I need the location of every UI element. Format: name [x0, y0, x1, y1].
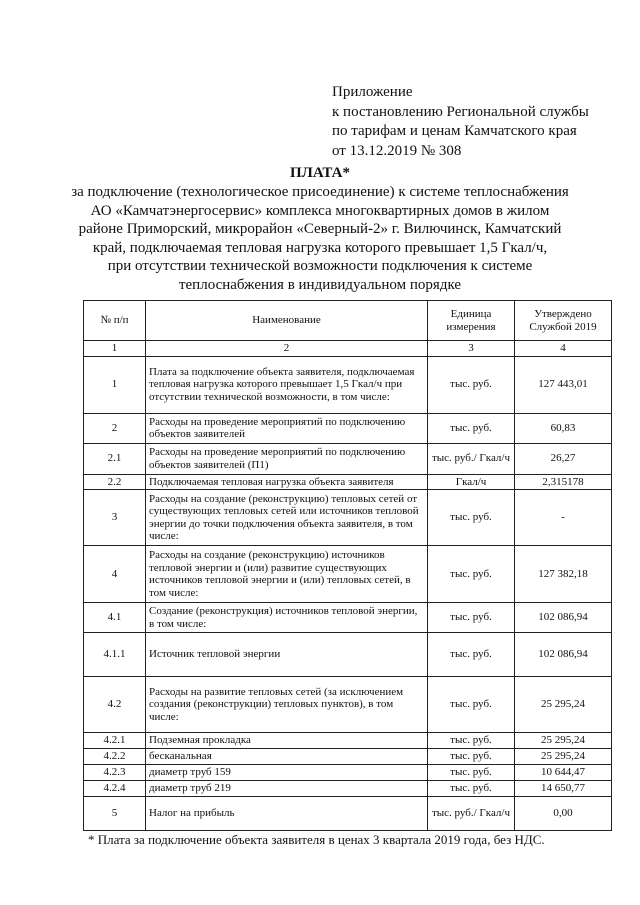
row-unit: тыс. руб.	[428, 765, 515, 781]
column-number: 2	[146, 341, 428, 357]
row-name: Подключаемая тепловая нагрузка объекта заявителя	[146, 474, 428, 490]
row-num: 4.2.2	[84, 749, 146, 765]
row-num: 4.1.1	[84, 633, 146, 677]
row-value: 26,27	[515, 443, 612, 474]
row-unit: Гкал/ч	[428, 474, 515, 490]
row-unit: тыс. руб.	[428, 490, 515, 546]
row-name: диаметр труб 159	[146, 765, 428, 781]
table-row	[84, 474, 612, 490]
row-num: 2	[84, 413, 146, 443]
row-num: 5	[84, 797, 146, 831]
column-number: 1	[84, 341, 146, 357]
row-name: Расходы на создание (реконструкцию) источников тепловой энергии и (или) развитие существующих источников тепловой энергии и (или) тепловых сетей, в том числе:	[146, 546, 428, 603]
row-name: Расходы на проведение мероприятий по подключению объектов заявителей (П1)	[146, 443, 428, 474]
table-row	[84, 443, 612, 474]
fee-table	[83, 300, 612, 831]
row-value: 102 086,94	[515, 603, 612, 633]
row-name: диаметр труб 219	[146, 781, 428, 797]
row-name: Источник тепловой энергии	[146, 633, 428, 677]
header-name: Наименование	[146, 301, 428, 341]
table-row	[84, 765, 612, 781]
table-row	[84, 413, 612, 443]
row-unit: тыс. руб./ Гкал/ч	[428, 797, 515, 831]
column-number: 3	[428, 341, 515, 357]
row-value: 127 443,01	[515, 356, 612, 413]
row-value: 25 295,24	[515, 749, 612, 765]
table-row	[84, 677, 612, 733]
row-value: 0,00	[515, 797, 612, 831]
row-name: Расходы на проведение мероприятий по подключению объектов заявителей	[146, 413, 428, 443]
table-row	[84, 797, 612, 831]
row-unit: тыс. руб.	[428, 546, 515, 603]
table-row	[84, 781, 612, 797]
row-name: Создание (реконструкция) источников тепловой энергии, в том числе:	[146, 603, 428, 633]
row-value: -	[515, 490, 612, 546]
document-subtitle	[10, 183, 630, 295]
row-num: 4.2	[84, 677, 146, 733]
header-unit: Единица измерения	[428, 301, 515, 341]
row-unit: тыс. руб./ Гкал/ч	[428, 443, 515, 474]
subtitle-line: при отсутствии технической возможности подключения к системе	[107, 258, 533, 275]
row-num: 4	[84, 546, 146, 603]
row-num: 4.1	[84, 603, 146, 633]
row-name: Расходы на создание (реконструкцию) тепловых сетей от существующих тепловых сетей или источников тепловой энергии до точки подключения объекта заявителя, в том числе:	[146, 490, 428, 546]
row-num: 4.2.1	[84, 733, 146, 749]
table-row	[84, 546, 612, 603]
row-value: 127 382,18	[515, 546, 612, 603]
document-title: ПЛАТА*	[290, 165, 350, 181]
row-num: 1	[84, 356, 146, 413]
row-value: 2,315178	[515, 474, 612, 490]
row-name: Расходы на развитие тепловых сетей (за исключением создания (реконструкции) тепловых пунктов), в том числе:	[146, 677, 428, 733]
row-value: 14 650,77	[515, 781, 612, 797]
row-unit: тыс. руб.	[428, 356, 515, 413]
table-row	[84, 633, 612, 677]
header-value: Утверждено Службой 2019	[515, 301, 612, 341]
table-row	[84, 733, 612, 749]
row-name: Плата за подключение объекта заявителя, подключаемая тепловая нагрузка которого превышает 1,5 Гкал/ч при отсутствии технической возможности, в том числе:	[146, 356, 428, 413]
row-num: 3	[84, 490, 146, 546]
appendix-line: по тарифам и ценам Камчатского края	[332, 123, 577, 139]
row-unit: тыс. руб.	[428, 677, 515, 733]
table-row	[84, 603, 612, 633]
column-number: 4	[515, 341, 612, 357]
row-value: 25 295,24	[515, 677, 612, 733]
table-row	[84, 356, 612, 413]
table-column-numbers-row	[84, 341, 612, 357]
subtitle-line: за подключение (технологическое присоединение) к системе теплоснабжения	[71, 184, 569, 200]
row-unit: тыс. руб.	[428, 633, 515, 677]
row-value: 60,83	[515, 413, 612, 443]
row-name: бесканальная	[146, 749, 428, 765]
subtitle-line: АО «Камчатэнергосервис» комплекса многоквартирных домов в жилом	[90, 202, 550, 219]
row-unit: тыс. руб.	[428, 781, 515, 797]
subtitle-line: районе Приморский, микрорайон «Северный-2» г. Вилючинск, Камчатский	[78, 221, 562, 238]
appendix-line: Приложение	[332, 84, 413, 100]
row-name: Подземная прокладка	[146, 733, 428, 749]
subtitle-line: край, подключаемая тепловая нагрузка которого превышает 1,5 Гкал/ч,	[92, 239, 548, 256]
row-value: 25 295,24	[515, 733, 612, 749]
row-value: 102 086,94	[515, 633, 612, 677]
header-num: № п/п	[84, 301, 146, 341]
row-unit: тыс. руб.	[428, 733, 515, 749]
row-name: Налог на прибыль	[146, 797, 428, 831]
table-row	[84, 490, 612, 546]
row-unit: тыс. руб.	[428, 749, 515, 765]
row-value: 10 644,47	[515, 765, 612, 781]
subtitle-line: теплоснабжения в индивидуальном порядке	[178, 276, 462, 293]
footnote: * Плата за подключение объекта заявителя в ценах 3 квартала 2019 года, без НДС.	[88, 832, 545, 847]
row-num: 4.2.3	[84, 765, 146, 781]
row-num: 4.2.4	[84, 781, 146, 797]
appendix-line: от 13.12.2019 № 308	[332, 142, 462, 159]
appendix-line: к постановлению Региональной службы	[332, 103, 589, 120]
row-num: 2.1	[84, 443, 146, 474]
row-unit: тыс. руб.	[428, 413, 515, 443]
row-unit: тыс. руб.	[428, 603, 515, 633]
appendix-block	[332, 83, 622, 161]
table-row	[84, 749, 612, 765]
row-num: 2.2	[84, 474, 146, 490]
table-header-row	[84, 301, 612, 341]
